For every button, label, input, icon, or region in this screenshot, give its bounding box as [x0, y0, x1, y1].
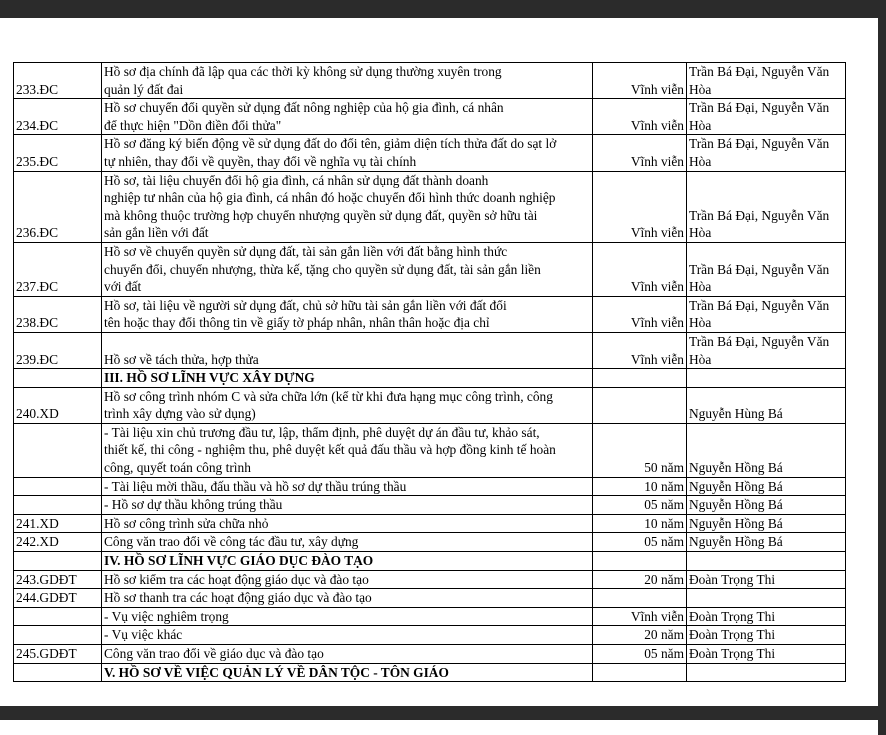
record-code: [14, 607, 102, 626]
section-code-cell: [14, 369, 102, 388]
table-row: [14, 296, 846, 332]
table-row: [14, 589, 846, 608]
responsible-person: Nguyễn Hồng Bá: [687, 514, 846, 533]
retention-term: 50 năm: [593, 423, 687, 477]
retention-term: 20 năm: [593, 570, 687, 589]
retention-term: 05 năm: [593, 645, 687, 664]
record-description: Công văn trao đổi về công tác đầu tư, xây dựng: [102, 533, 593, 552]
record-code: [14, 626, 102, 645]
responsible-person: Trần Bá Đại, Nguyễn Văn Hòa: [687, 99, 846, 135]
retention-term: Vĩnh viễn: [593, 607, 687, 626]
record-code: 239.ĐC: [14, 332, 102, 368]
document-page: [0, 18, 878, 706]
record-description: Hồ sơ, tài liệu chuyển đổi hộ gia đình, cá nhân sử dụng đất thành doanh nghiệp tư nhân của hộ gia đình, cá nhân đó hoặc chuyển đổi hình thức doanh nghiệp mà không thuộc trường hợp chuyển nhượng quyền sử dụng đất, quyền sở hữu tài sản gắn liền với đất: [102, 171, 593, 242]
record-code: 238.ĐC: [14, 296, 102, 332]
record-code: 236.ĐC: [14, 171, 102, 242]
record-description: Hồ sơ công trình sửa chữa nhỏ: [102, 514, 593, 533]
top-frame-bar: [0, 0, 886, 18]
section-code-cell: [14, 663, 102, 682]
record-code: 245.GDĐT: [14, 645, 102, 664]
table-row: [14, 99, 846, 135]
table-row: [14, 607, 846, 626]
responsible-person: Trần Bá Đại, Nguyễn Văn Hòa: [687, 135, 846, 171]
record-description: Hồ sơ địa chính đã lập qua các thời kỳ không sử dụng thường xuyên trong quản lý đất đai: [102, 63, 593, 99]
retention-term: 05 năm: [593, 533, 687, 552]
section-term-cell: [593, 663, 687, 682]
record-code: [14, 423, 102, 477]
responsible-person: [687, 589, 846, 608]
responsible-person: Trần Bá Đại, Nguyễn Văn Hòa: [687, 332, 846, 368]
responsible-person: Đoàn Trọng Thi: [687, 626, 846, 645]
table-row: [14, 626, 846, 645]
responsible-person: Trần Bá Đại, Nguyễn Văn Hòa: [687, 242, 846, 296]
records-table-body: [14, 63, 846, 682]
section-person-cell: [687, 663, 846, 682]
table-row: [14, 514, 846, 533]
retention-term: Vĩnh viễn: [593, 296, 687, 332]
record-description: Hồ sơ công trình nhóm C và sửa chữa lớn (kể từ khi đưa hạng mục công trình, công trình xây dựng vào sử dụng): [102, 387, 593, 423]
record-code: 242.XD: [14, 533, 102, 552]
section-term-cell: [593, 552, 687, 571]
record-code: 241.XD: [14, 514, 102, 533]
responsible-person: Nguyễn Hồng Bá: [687, 533, 846, 552]
table-row: [14, 387, 846, 423]
table-row: [14, 135, 846, 171]
record-code: [14, 477, 102, 496]
record-description: Hồ sơ, tài liệu về người sử dụng đất, chủ sở hữu tài sản gắn liền với đất đổi tên hoặc thay đổi thông tin về giấy tờ pháp nhân, nhân thân hoặc địa chỉ: [102, 296, 593, 332]
record-code: 244.GDĐT: [14, 589, 102, 608]
responsible-person: Đoàn Trọng Thi: [687, 645, 846, 664]
responsible-person: Nguyễn Hồng Bá: [687, 423, 846, 477]
responsible-person: Trần Bá Đại, Nguyễn Văn Hòa: [687, 171, 846, 242]
retention-term: Vĩnh viễn: [593, 99, 687, 135]
responsible-person: Nguyễn Hồng Bá: [687, 477, 846, 496]
record-description: Hồ sơ về tách thửa, hợp thửa: [102, 332, 593, 368]
responsible-person: Đoàn Trọng Thi: [687, 570, 846, 589]
record-description: - Hồ sơ dự thầu không trúng thầu: [102, 496, 593, 515]
record-description: Hồ sơ đăng ký biến động về sử dụng đất do đổi tên, giảm diện tích thửa đất do sạt lở tự nhiên, thay đổi về quyền, thay đổi về nghĩa vụ tài chính: [102, 135, 593, 171]
bottom-frame-bar: [0, 706, 886, 720]
responsible-person: Nguyễn Hùng Bá: [687, 387, 846, 423]
section-code-cell: [14, 552, 102, 571]
retention-term: [593, 589, 687, 608]
record-description: Hồ sơ về chuyển quyền sử dụng đất, tài sản gắn liền với đất bằng hình thức chuyển đổi, chuyển nhượng, thừa kế, tặng cho quyền sử dụng đất, tài sản gắn liền với đất: [102, 242, 593, 296]
retention-term: 05 năm: [593, 496, 687, 515]
section-row: [14, 663, 846, 682]
record-code: [14, 496, 102, 515]
table-row: [14, 63, 846, 99]
record-description: - Vụ việc khác: [102, 626, 593, 645]
record-code: 237.ĐC: [14, 242, 102, 296]
record-description: Công văn trao đổi về giáo dục và đào tạo: [102, 645, 593, 664]
section-heading: III. HỒ SƠ LĨNH VỰC XÂY DỰNG: [102, 369, 593, 388]
record-description: - Tài liệu xin chủ trương đầu tư, lập, thẩm định, phê duyệt dự án đầu tư, khảo sát, thiết kế, thi công - nghiệm thu, phê duyệt kết quả đấu thầu và hợp đồng kinh tế hoàn công, quyết toán công trình: [102, 423, 593, 477]
table-row: [14, 533, 846, 552]
responsible-person: Trần Bá Đại, Nguyễn Văn Hòa: [687, 296, 846, 332]
responsible-person: Nguyễn Hồng Bá: [687, 496, 846, 515]
responsible-person: Trần Bá Đại, Nguyễn Văn Hòa: [687, 63, 846, 99]
retention-term: Vĩnh viễn: [593, 171, 687, 242]
table-row: [14, 171, 846, 242]
table-row: [14, 496, 846, 515]
retention-term: Vĩnh viễn: [593, 135, 687, 171]
retention-term: Vĩnh viễn: [593, 332, 687, 368]
section-row: [14, 552, 846, 571]
table-row: [14, 423, 846, 477]
responsible-person: Đoàn Trọng Thi: [687, 607, 846, 626]
section-person-cell: [687, 369, 846, 388]
retention-term: 10 năm: [593, 514, 687, 533]
table-row: [14, 332, 846, 368]
table-row: [14, 477, 846, 496]
record-code: 240.XD: [14, 387, 102, 423]
section-person-cell: [687, 552, 846, 571]
section-heading: V. HỒ SƠ VỀ VIỆC QUẢN LÝ VỀ DÂN TỘC - TÔN GIÁO: [102, 663, 593, 682]
record-description: Hồ sơ kiểm tra các hoạt động giáo dục và đào tạo: [102, 570, 593, 589]
record-code: 233.ĐC: [14, 63, 102, 99]
record-code: 234.ĐC: [14, 99, 102, 135]
right-frame-bar: [878, 0, 886, 735]
table-row: [14, 242, 846, 296]
record-description: Hồ sơ chuyển đổi quyền sử dụng đất nông nghiệp của hộ gia đình, cá nhân để thực hiện "Dồn điền đổi thửa": [102, 99, 593, 135]
record-description: Hồ sơ thanh tra các hoạt động giáo dục và đào tạo: [102, 589, 593, 608]
section-heading: IV. HỒ SƠ LĨNH VỰC GIÁO DỤC ĐÀO TẠO: [102, 552, 593, 571]
retention-term: Vĩnh viễn: [593, 63, 687, 99]
record-code: 235.ĐC: [14, 135, 102, 171]
records-table: [13, 62, 846, 682]
retention-term: 20 năm: [593, 626, 687, 645]
record-description: - Tài liệu mời thầu, đấu thầu và hồ sơ dự thầu trúng thầu: [102, 477, 593, 496]
table-row: [14, 570, 846, 589]
section-row: [14, 369, 846, 388]
record-code: 243.GDĐT: [14, 570, 102, 589]
retention-term: 10 năm: [593, 477, 687, 496]
table-row: [14, 645, 846, 664]
retention-term: Vĩnh viễn: [593, 242, 687, 296]
record-description: - Vụ việc nghiêm trọng: [102, 607, 593, 626]
section-term-cell: [593, 369, 687, 388]
retention-term: [593, 387, 687, 423]
